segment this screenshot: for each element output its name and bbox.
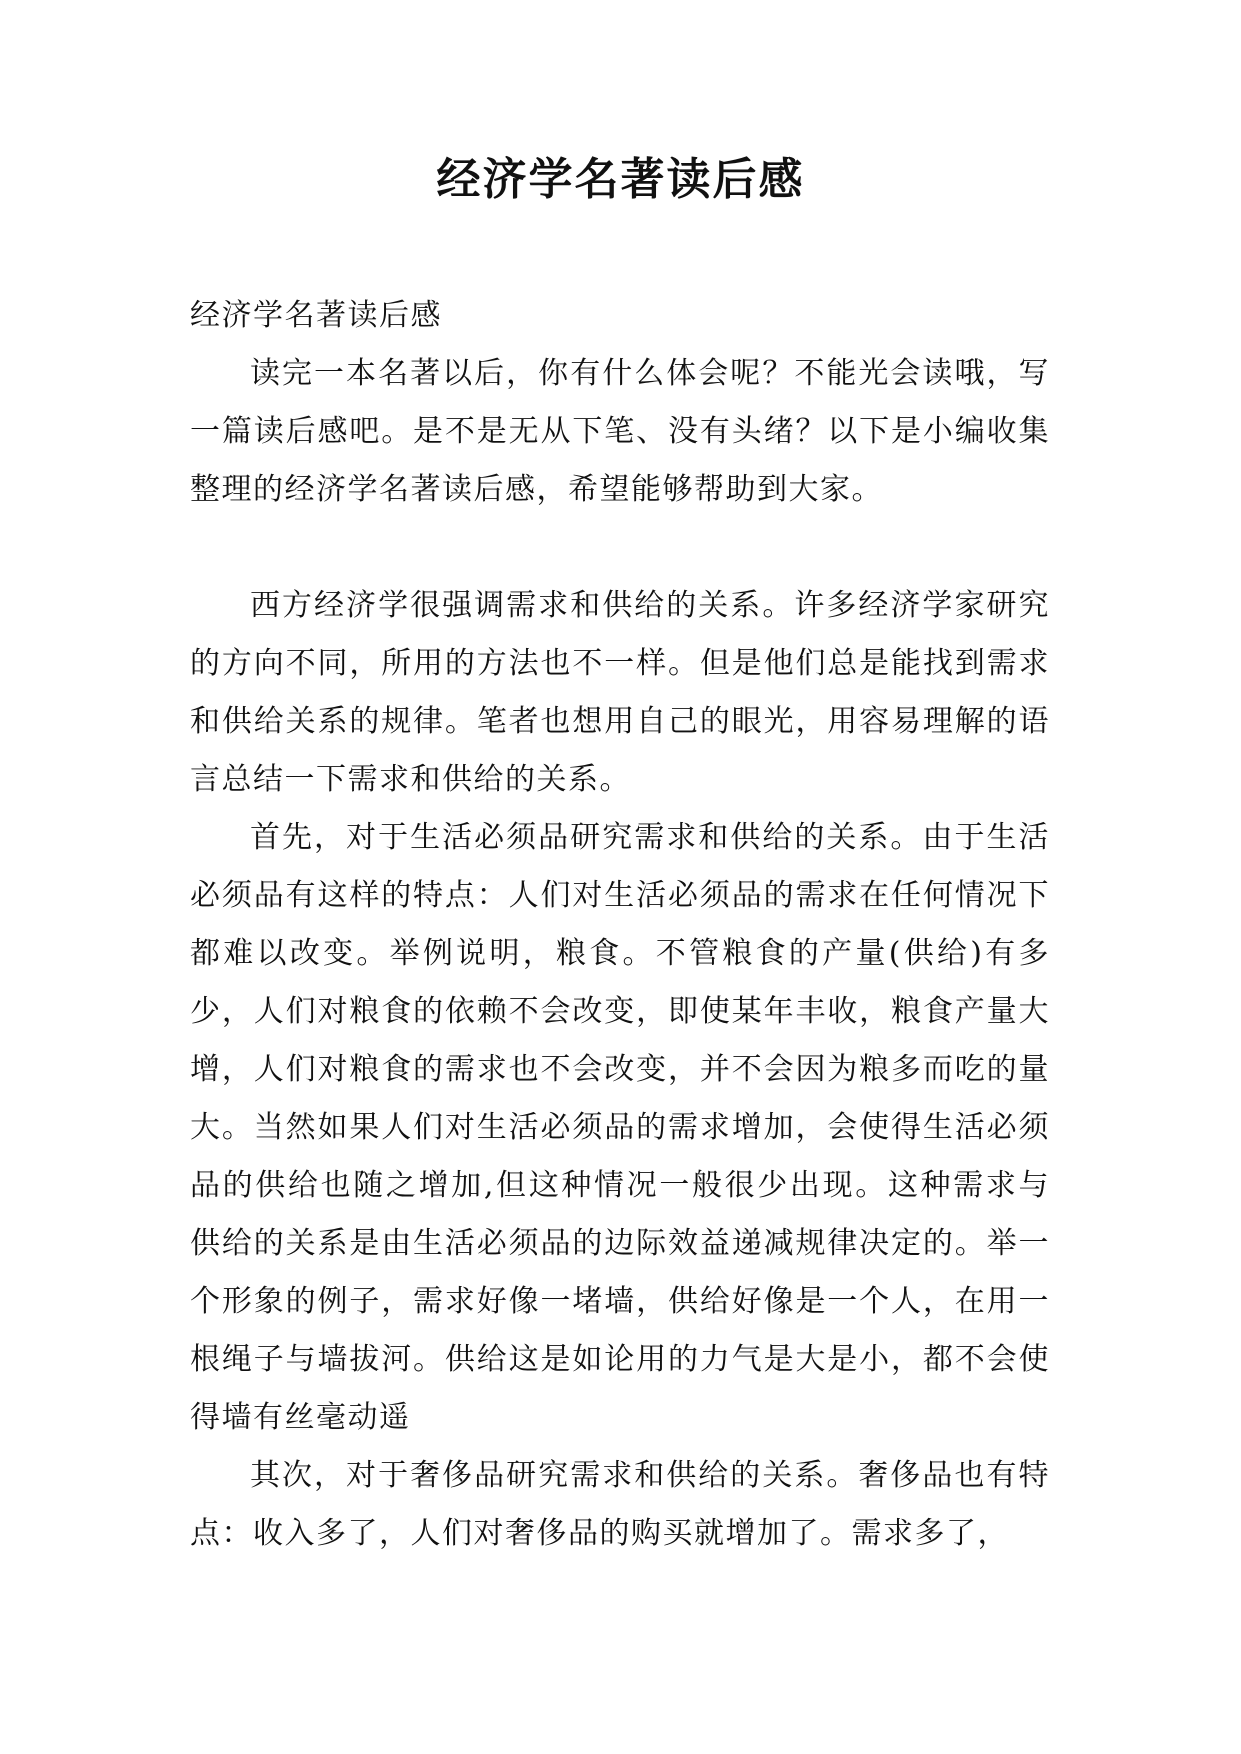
document-subtitle: 经济学名著读后感 bbox=[190, 298, 442, 333]
paragraph-spacer bbox=[190, 519, 1050, 577]
paragraph-intro: 读完一本名著以后，你有什么体会呢？不能光会读哦，写一篇读后感吧。是不是无从下笔、没有头绪？以下是小编收集整理的经济学名著读后感，希望能够帮助到大家。 bbox=[190, 356, 1050, 507]
paragraph-supply-demand: 西方经济学很强调需求和供给的关系。许多经济学家研究的方向不同，所用的方法也不一样。但是他们总是能找到需求和供给关系的规律。笔者也想用自己的眼光，用容易理解的语言总结一下需求和供给的关系。 bbox=[190, 588, 1050, 797]
document-title: 经济学名著读后感 bbox=[436, 154, 805, 205]
paragraph-luxury-goods: 其次，对于奢侈品研究需求和供给的关系。奢侈品也有特点：收入多了，人们对奢侈品的购买就增加了。需求多了， bbox=[190, 1458, 1050, 1551]
paragraph-necessities: 首先，对于生活必须品研究需求和供给的关系。由于生活必须品有这样的特点：人们对生活必须品的需求在任何情况下都难以改变。举例说明，粮食。不管粮食的产量(供给)有多少，人们对粮食的依赖不会改变，即使某年丰收，粮食产量大增，人们对粮食的需求也不会改变，并不会因为粮多而吃的量大。当然如果人们对生活必须品的需求增加，会使得生活必须品的供给也随之增加,但这种情况一般很少出现。这种需求与供给的关系是由生活必须品的边际效益递减规律决定的。举一个形象的例子，需求好像一堵墙，供给好像是一个人，在用一根绳子与墙拔河。供给这是如论用的力气是大是小，都不会使得墙有丝毫动遥 bbox=[190, 820, 1050, 1435]
document-body bbox=[190, 287, 1050, 1563]
